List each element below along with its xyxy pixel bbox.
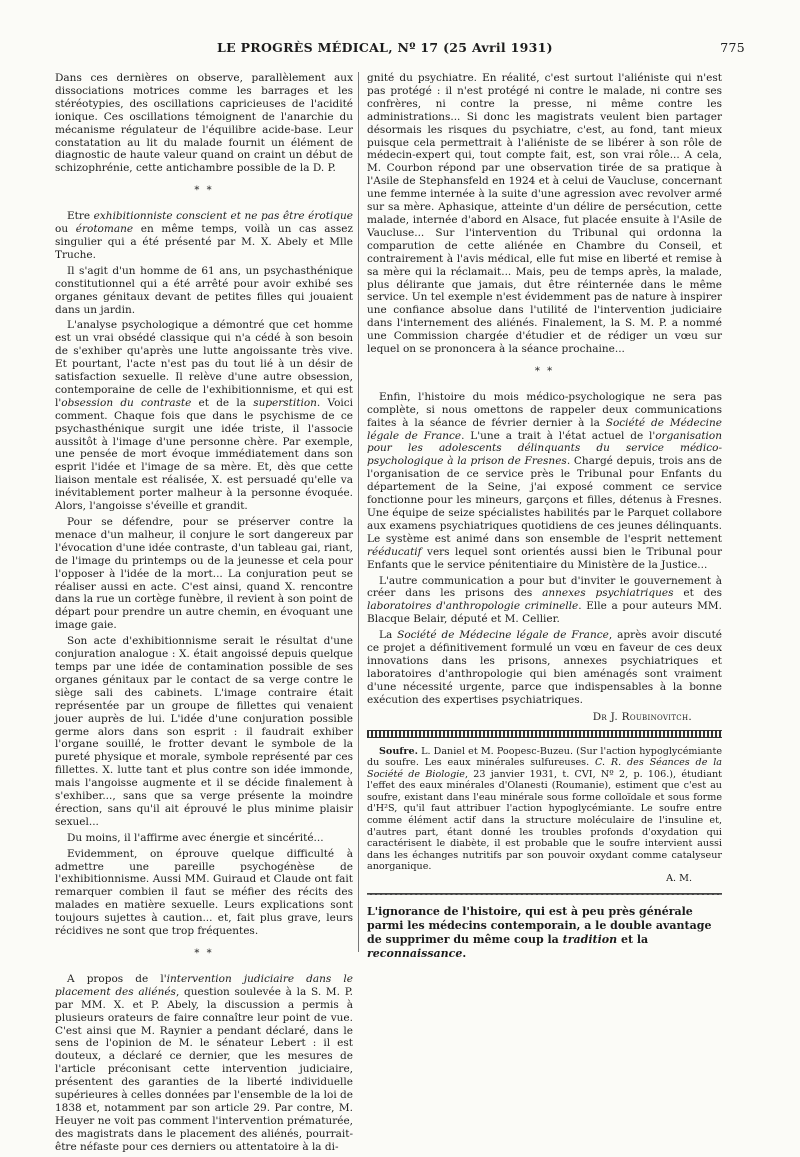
paragraph: Il s'agit d'un homme de 61 ans, un psychasthénique constitutionnel qui a été arrêté pour avoir exhibé ses organes génitaux devant de petites filles qui jouaient dans un jardin. [55,264,353,316]
paragraph: Dans ces dernières on observe, parallèlement aux dissociations motrices comme les barrages et les stéréotypies, des oscillations capricieuses de l'acidité ionique. Ces oscillations témoignent de l'anarchie du mécanisme régulateur de l'équilibre acide-base. Leur constatation au lit du malade fournit un élément de diagnostic de haute valeur quand on craint un début de schizophrénie, cette antichambre possible de la D. P. [55,72,353,175]
left-column [55,72,353,1157]
horizontal-rule [367,893,722,895]
paragraph: Du moins, il l'affirme avec énergie et sincérité... [67,831,324,844]
column-divider [358,72,359,952]
review-author: A. M. [666,873,692,885]
paragraph: Etre exhibitionniste conscient et ne pas être érotique ou érotomane en même temps, voilà un cas assez singulier qui a été présenté par M. X. Abely et Mlle Truche. [55,210,353,261]
author-signature: Dr J. Roubinovitch. [592,710,692,723]
page-number: 775 [720,40,745,55]
right-column [367,72,722,964]
paragraph: Pour se défendre, pour se préserver contre la menace d'un malheur, il conjure le sort dangereux par l'évocation d'une idée contraste, d'un tableau gai, riant, de l'image du printemps ou de la jeunesse et cela pour l'opposer à l'idée de la mort... La conjuration peut se réaliser aussi en acte. C'est ainsi, quand X. rencontre dans la rue un cortège funèbre, il revient à son point de départ pour prendre un autre chemin, en évoquant une image gaie. [55,516,353,632]
review-paragraph: Soufre. L. Daniel et M. Poopesc-Buzeu. (Sur l'action hypoglycémiante du soufre. Les eaux minérales sulfureuses. C. R. des Séances de la Société de Biologie, 23 janvier 1931, t. CVI, Nº 2, p. 106.), étudiant l'effet des eaux minérales d'Olanesti (Roumanie), estiment que c'est au soufre, existant dans l'eau minérale sous forme colloïdale et sous forme d'H²S, qu'il faut attribuer l'action hypoglycémiante. Le soufre entre comme élément actif dans la structure moléculaire de l'insuline et, d'autres part, étant donné les troubles profonds d'oxydation qui caractérisent le diabète, il est probable que le soufre intervient aussi dans les échanges nutritifs par son pouvoir oxydant comme catalyseur anorganique. A. M. [367,745,723,885]
journal-title: LE PROGRÈS MÉDICAL, Nº 17 (25 Avril 1931) [217,40,553,55]
paragraph: Evidemment, on éprouve quelque difficulté à admettre une pareille psychogénèse de l'exhibitionnisme. Aussi MM. Guiraud et Claude ont fait remarquer combien il faut se méfier des récits des malades en matière sexuelle. Leurs explications sont toujours sujettes à caution... et, fait plus grave, leurs récidives ne sont que trop fréquentes. [55,847,353,938]
running-header [45,40,745,58]
paragraph: gnité du psychiatre. En réalité, c'est surtout l'aliéniste qui n'est pas protégé : il n'est protégé ni contre le malade, ni contre ses confrères, ni contre la presse, ni même contre les administrations... Si donc les magistrats veulent bien partager désormais les risques du psychiatre, c'est, au fond, tant mieux puisque cela permettrait à l'aliéniste de se libérer à son rôle de médecin-expert qui, tout compte fait, est, son vrai rôle... A cela, M. Courbon répond par une observation tirée de sa pratique à l'Asile de Stephansfeld en 1924 et à celui de Vaucluse, concernant une femme internée à la suite d'une agression avec revolver armé sur sa mère. Aphasique, atteinte d'un délire de persécution, cette malade, internée d'abord en Alsace, fut placée ensuite à l'Asile de Vaucluse... Sur l'intervention du Tribunal qui ordonna la comparution de cette aliénée en Chambre du Conseil, et contrairement à l'avis médical, elle fut mise en liberté et remise à sa mère qui la réclamait... Mais, peu de temps après, la malade, plus délirante que jamais, dut être réinternée dans le même service. Un tel exemple n'est évidemment pas de nature à inspirer une confiance absolue dans l'utilité de l'intervention judiciaire dans l'internement des aliénés. Finalement, la S. M. P. a nommé une Commission chargée d'étudier et de rédiger un vœu sur lequel on se prononcera à la séance prochaine... [367,72,722,356]
asterism: * * [194,185,214,197]
asterism: * * [194,948,214,959]
closing-quote: L'ignorance de l'histoire, qui est à peu près générale parmi les médecins contemporain, a le double avantage de supprimer du même coup la tradition et la reconnaissance. [367,904,712,960]
paragraph: L'autre communication a pour but d'inviter le gouvernement à créer dans les prisons des annexes psychiatriques et des laboratoires d'anthropologie criminelle. Elle a pour auteurs MM. Blacque Belair, député et M. Cellier. [367,574,723,626]
paragraph: Enfin, l'histoire du mois médico-psychologique ne sera pas complète, si nous omettons de rappeler deux communications faites à la séance de février dernier à la Société de Médecine légale de France. L'une a trait à l'état actuel de l'organisation pour les adolescents délinquants du service médico-psychologique à la prison de Fresnes. Chargé depuis, trois ans de l'organisation de ce service près le Tribunal pour Enfants du département de la Seine, j'ai exposé comment ce service fonctionne pour les mineurs, garçons et filles, détenus à Fresnes. Une équipe de seize spécialistes habilités par le Parquet collabore aux examens psychiatriques quotidiens de ces jeunes délinquants. Le système est animé dans son ensemble de l'esprit nettement rééducatif vers lequel sont orientés aussi bien le Tribunal pour Enfants que le service pénitentiaire du Ministère de la Justice... [367,390,722,571]
paragraph: Son acte d'exhibitionnisme serait le résultat d'une conjuration analogue : X. était angoissé depuis quelque temps par une idée de contamination possible de ses organes génitaux par le contact de sa verge contre le siège sali des cabinets. L'image contraire était représentée par un groupe de fillettes qui venaient jouer auprès de lui. L'idée d'une conjuration possible germe alors dans son esprit : il faudrait exhiber l'organe souillé, le frotter devant le symbole de la pureté physique et morale, symbole représenté par ces fillettes. X. lutte tant et plus contre son idée immonde, mais l'angoisse augmente et il se décide finalement à s'exhiber..., sans que sa verge présente la moindre érection, sans qu'il ait éprouvé le plus minime plaisir sexuel... [55,635,353,828]
paragraph: L'analyse psychologique a démontré que cet homme est un vrai obsédé classique qui n'a cédé à son besoin de s'exhiber qu'après une lutte angoissante très vive. Et pourtant, l'acte n'est pas du tout lié à un désir de satisfaction sexuelle. Il relève d'une autre obsession, contemporaine de celle de l'exhibitionnisme, et qui est l'obsession du contraste et de la superstition. Voici comment. Chaque fois que dans le psychisme de ce psychasthénique surgit une idée triste, il l'associe aussitôt à l'image d'une personne chère. Par exemple, une pensée de mort évoque immédiatement dans son esprit l'idée et l'image de sa mère. Et, dès que cette liaison mentale est réalisée, X. est persuadé qu'elle va inévitablement porter malheur à la personne évoquée. Alors, l'angoisse s'éveille et grandit. [55,319,354,513]
asterism: * * [534,365,555,377]
paragraph: La Société de Médecine légale de France, après avoir discuté ce projet a définitivement formulé un vœu en faveur de ces deux innovations dans les prisons, annexes psychiatriques et laboratoires d'anthropologie qui bien aménagés sont vraiment d'une nécessité urgente, parce que indispensables à la bonne exécution des expertises psychiatriques. [367,629,723,706]
section-separator [367,730,722,738]
paragraph: A propos de l'intervention judiciaire dans le placement des aliénés, question soulevée à la S. M. P. par MM. X. et P. Abely, la discussion a permis à plusieurs orateurs de faire connaître leur point de vue. C'est ainsi que M. Raynier a pendant déclaré, dans le sens de l'opinion de M. le sénateur Lebert : il est douteux, a déclaré ce dernier, que les mesures de l'article préconisant cette intervention judiciaire, présentent des garanties de la liberté individuelle supérieures à celles données par l'ensemble de la loi de 1838 et, notamment par son article 29. Par contre, M. Heuyer ne voit pas comment l'intervention prématurée, des magistrats dans le placement des aliénés, pourrait-être néfaste pour ces derniers ou attentatoire à la di- [55,972,353,1153]
